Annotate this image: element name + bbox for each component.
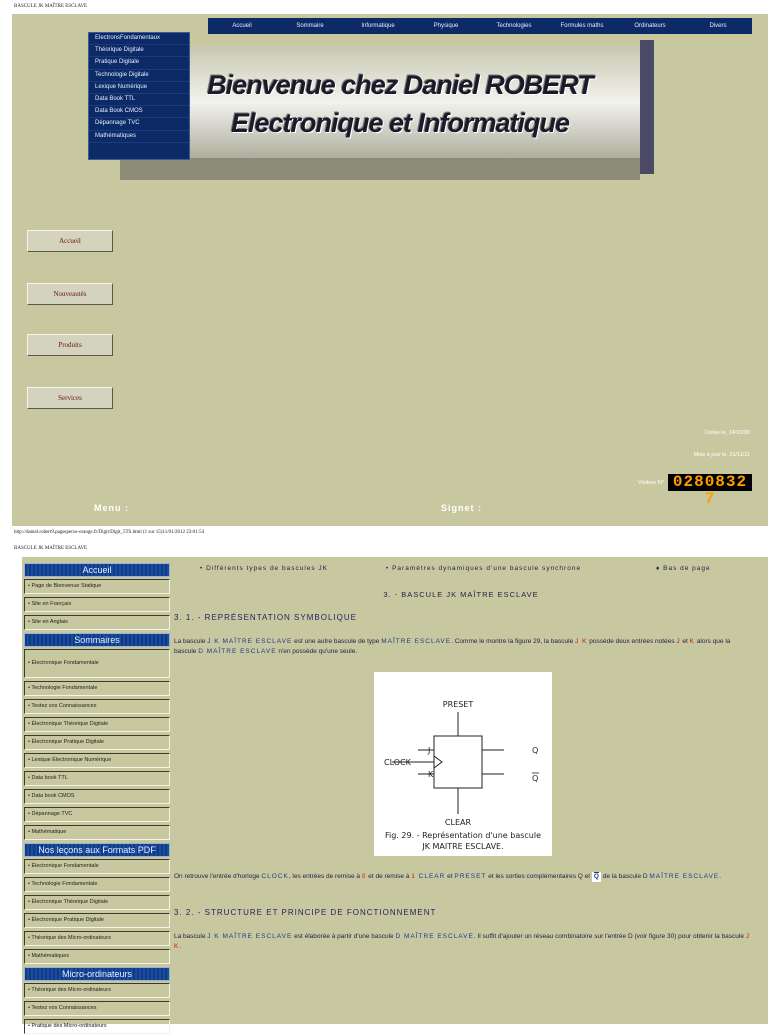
paragraph-1: La bascule J K MAÎTRE ESCLAVE est une autre bascule de type MAÎTRE ESCLAVE. Comme le montre la figure 29, la bascule J K possède deux entrées notées J et K alors que la bascule D MAÎTRE ESCLAVE n'en possède qu'une seule. <box>174 638 731 655</box>
sidebar-heading-accueil[interactable]: Accueil <box>24 563 170 577</box>
signet-label: Signet : <box>441 503 482 513</box>
sidebar-item[interactable]: • Pratique des Micro-ordinateurs <box>24 1019 170 1034</box>
figure-caption-line1: Fig. 29. - Représentation d'une bascule <box>384 831 542 840</box>
link-parametres-dynamiques[interactable]: • Paramètres dynamiques d'une bascule synchrone <box>386 565 582 572</box>
dropdown-item[interactable]: ElectronsFondamentaux <box>89 33 189 45</box>
sidebar-item[interactable]: • Page de Bienvenue Statique <box>24 579 170 594</box>
figure-caption-line2: JK MAITRE ESCLAVE. <box>422 842 504 851</box>
sidebar-item[interactable]: • Mathématiques <box>24 949 170 964</box>
dropdown-item[interactable]: Technologie Digitale <box>89 70 189 82</box>
sidebar-item[interactable]: • Technologie Fondamentale <box>24 681 170 696</box>
welcome-banner <box>120 46 640 158</box>
updated-date: Mise à jour le, 21/11/11 <box>693 452 750 458</box>
section-heading-1: 3. 1. - REPRÉSENTATION SYMBOLIQUE <box>174 613 357 622</box>
nav-physique[interactable]: Physique <box>433 23 459 29</box>
print-footer-url: http://daniel.robert9.pagesperso-orange.fr/Digit/Digit_5TS.html (1 sur 15)11/01/2012 23:01:54 <box>14 530 205 535</box>
sidebar-item[interactable]: • Testez vos Connaissances <box>24 1001 170 1016</box>
sidebar-item[interactable]: • Dépannage TVC <box>24 807 170 822</box>
label-preset: PRESET <box>442 700 474 709</box>
sidebar-heading-pdf[interactable]: Nos leçons aux Formats PDF <box>24 843 170 857</box>
nav-formules-maths[interactable]: Formules maths <box>560 23 604 29</box>
produits-button[interactable]: Produits <box>27 334 113 356</box>
sidebar-item[interactable]: • Technologie Fondamentale <box>24 877 170 892</box>
dropdown-menu <box>88 32 190 160</box>
sidebar-item[interactable]: • Électronique Pratique Digitale <box>24 913 170 928</box>
dropdown-item[interactable]: Data Book TTL <box>89 94 189 106</box>
sidebar-item[interactable]: • Lexique Électronique Numérique <box>24 753 170 768</box>
visitor-label: Visiteur N° <box>638 480 664 486</box>
dropdown-item[interactable]: Mathématiques <box>89 131 189 143</box>
dropdown-item[interactable]: Dépannage TVC <box>89 118 189 130</box>
link-bas-de-page[interactable]: ♦ Bas de page <box>656 565 711 572</box>
nav-ordinateurs[interactable]: Ordinateurs <box>634 23 666 29</box>
paragraph-2: On retrouve l'entrée d'horloge CLOCK, les entrées de remise à 0 et de remise à 1 CLEAR et PRESET et les sorties complémentaires Q et $\overline{Q}$ de la bascule D MAÎTRE ESCLAVE. <box>174 873 723 880</box>
link-types-bascules[interactable]: • Différents types de bascules JK <box>200 565 329 572</box>
banner-title-line2: Electronique et Informatique <box>230 108 570 138</box>
nav-informatique[interactable]: Informatique <box>361 23 395 29</box>
created-date: Créée le, 14/03/99 <box>704 430 750 436</box>
nav-accueil[interactable]: Accueil <box>232 23 252 29</box>
jk-flipflop-diagram <box>374 672 552 856</box>
main-title: 3. - BASCULE JK MAÎTRE ESCLAVE <box>383 590 539 599</box>
label-clear: CLEAR <box>444 818 472 827</box>
nav-technologies[interactable]: Technologies <box>496 23 532 29</box>
sidebar-item[interactable]: • Théorique des Micro-ordinateurs <box>24 983 170 998</box>
menu-label: Menu : <box>94 503 129 513</box>
sidebar-heading-micro[interactable]: Micro-ordinateurs <box>24 967 170 981</box>
dropdown-item[interactable]: Pratique Digitale <box>89 57 189 69</box>
banner-title-line1: Bienvenue chez Daniel ROBERT <box>207 70 593 100</box>
sidebar-item[interactable]: • Électronique Pratique Digitale <box>24 735 170 750</box>
q-bar-symbol: $\overline{Q}$ <box>593 873 599 880</box>
section-heading-2: 3. 2. - STRUCTURE ET PRINCIPE DE FONCTIONNEMENT <box>174 908 437 917</box>
dropdown-item[interactable]: Data Book CMOS <box>89 106 189 118</box>
sidebar-item[interactable]: • Électronique Fondamentale <box>24 649 170 678</box>
nouveautes-button[interactable]: Nouveautés <box>27 283 113 305</box>
dropdown-item[interactable]: Lexique Numérique <box>89 82 189 94</box>
sidebar <box>24 561 170 1029</box>
sidebar-item[interactable]: • Mathématique <box>24 825 170 840</box>
sidebar-item[interactable]: • Site en Français <box>24 597 170 612</box>
sidebar-item[interactable]: • Électronique Théorique Digitale <box>24 717 170 732</box>
visitor-counter: 0280832 7 <box>668 474 752 491</box>
figure-29 <box>374 672 552 856</box>
sidebar-heading-sommaires[interactable]: Sommaires <box>24 633 170 647</box>
print-header: BASCULE JK MAÎTRE ESCLAVE <box>14 546 88 551</box>
sidebar-item[interactable]: • Électronique Fondamentale <box>24 859 170 874</box>
sidebar-item[interactable]: • Data book TTL <box>24 771 170 786</box>
services-button[interactable]: Services <box>27 387 113 409</box>
label-j: J <box>428 746 431 755</box>
sidebar-item[interactable]: • Testez vos Connaissances <box>24 699 170 714</box>
label-q: Q <box>532 746 539 755</box>
label-q-bar: Q <box>532 774 539 783</box>
sidebar-item[interactable]: • Site en Anglais <box>24 615 170 630</box>
banner-base <box>120 158 640 180</box>
sidebar-item[interactable]: • Théorique des Micro-ordinateurs <box>24 931 170 946</box>
paragraph-3: La bascule J K MAÎTRE ESCLAVE est élaborée à partir d'une bascule D MAÎTRE ESCLAVE. Il suffit d'ajouter un réseau combinatoire sur l'entrée D (voir figure 30) pour obtenir la bascule J K. <box>174 933 750 950</box>
accueil-button[interactable]: Accueil <box>27 230 113 252</box>
banner-side <box>640 40 654 174</box>
nav-sommaire[interactable]: Sommaire <box>296 23 324 29</box>
label-clock: CLOCK <box>384 758 411 767</box>
nav-divers[interactable]: Divers <box>709 23 727 29</box>
print-header: BASCULE JK MAÎTRE ESCLAVE <box>14 4 88 9</box>
top-navigation <box>208 18 752 34</box>
dropdown-item[interactable]: Théorique Digitale <box>89 45 189 57</box>
label-k: K <box>428 770 434 779</box>
sidebar-item[interactable]: • Data book CMOS <box>24 789 170 804</box>
sidebar-item[interactable]: • Électronique Théorique Digitale <box>24 895 170 910</box>
